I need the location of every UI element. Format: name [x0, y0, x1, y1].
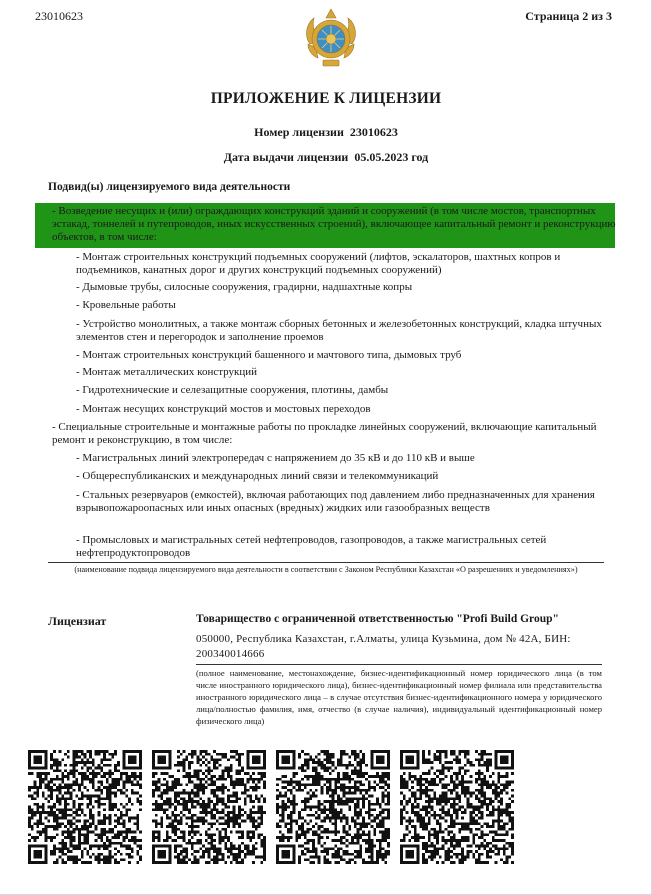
activity-1-item: - Монтаж несущих конструкций мостов и мостовых переходов	[76, 403, 371, 415]
licensee-address: 050000, Республика Казахстан, г.Алматы, улица Кузьмина, дом № 42А, БИН: 200340014666	[196, 633, 571, 660]
activity-2-item: - Стальных резервуаров (емкостей), включая работающих под давлением либо предназначенных для хранения взрывопожароопасных или иных опасных (вредных) жидких или газообразных веществ	[76, 489, 595, 514]
activity-1-item: - Монтаж строительных конструкций подъемных сооружений (лифтов, эскалаторов, шахтных копров и подъемников, канатных дорог и других конструкций подъемных сооружений)	[76, 251, 561, 276]
licensee-note: (полное наименование, местонахождение, бизнес-идентификационный номер юридического лица (в том числе иностранного юридического лица), бизнес-идентификационный номер филиала или представительства иностранного юридического лица – в случае отсутствия бизнес-идентификационного номера у юридического лица/полностью фамилия, имя, отчество (в случае наличия), индивидуальный идентификационный номер физического лица)	[196, 668, 602, 726]
activity-1-item: - Гидротехнические и селезащитные сооружения, плотины, дамбы	[76, 384, 389, 396]
license-number-row	[0, 125, 652, 140]
kazakhstan-emblem-icon	[298, 6, 364, 72]
licensee-label: Лицензиат	[48, 614, 107, 628]
subtypes-heading: Подвид(ы) лицензируемого вида деятельности	[48, 181, 291, 193]
license-number-value: 23010623	[349, 125, 398, 139]
divider	[196, 664, 602, 665]
qr-code-icon	[400, 750, 514, 865]
activity-1-item: - Устройство монолитных, а также монтаж сборных бетонных и железобетонных конструкций, кладка штучных элементов стен и перегородок и заполнение проемов	[76, 318, 602, 343]
qr-code-icon	[152, 750, 266, 865]
activity-1-item: - Дымовые трубы, силосные сооружения, градирни, надшахтные копры	[76, 281, 413, 293]
license-number-label: Номер лицензии	[254, 125, 344, 139]
activity-2-item: - Промысловых и магистральных сетей нефтепроводов, газопроводов, а также магистральных сетей нефтепродуктопроводов	[76, 534, 547, 559]
activity-1-text: - Возведение несущих и (или) ограждающих конструкций зданий и сооружений (в том числе мостов, транспортных эстакад, тоннелей и путепроводов, иных искусственных строений), включающее капитальный ремонт и реконструкцию объектов, в том числе:	[52, 205, 616, 243]
document-number: 23010623	[35, 9, 83, 23]
subtype-note: (наименование подвида лицензируемого вида деятельности в соответствии с Законом Республики Казахстан «О разрешениях и уведомлениях»)	[74, 565, 578, 574]
licensee-name: Товарищество с ограниченной ответственностью "Profi Build Group"	[196, 613, 559, 625]
activity-1-item: - Кровельные работы	[76, 299, 176, 311]
page-indicator: Страница 2 из 3	[525, 9, 612, 23]
divider	[48, 562, 604, 563]
activity-2-item: - Общереспубликанских и международных линий связи и телекоммуникаций	[76, 470, 439, 482]
activity-2-item: - Магистральных линий электропередач с напряжением до 35 кВ и до 110 кВ и выше	[76, 452, 475, 464]
page-title: ПРИЛОЖЕНИЕ К ЛИЦЕНЗИИ	[210, 90, 442, 107]
activity-1-item: - Монтаж строительных конструкций башенного и мачтового типа, дымовых труб	[76, 349, 462, 361]
activity-1-item: - Монтаж металлических конструкций	[76, 366, 258, 378]
issue-date-row	[0, 150, 652, 165]
activity-2-text: - Специальные строительные и монтажные работы по прокладке линейных сооружений, включающие капитальный ремонт и реконструкцию, в том числе:	[52, 421, 597, 446]
qr-code-icon	[276, 750, 390, 865]
issue-date-value: 05.05.2023 год	[354, 150, 429, 164]
qr-code-icon	[28, 750, 142, 865]
issue-date-label: Дата выдачи лицензии	[223, 150, 349, 164]
